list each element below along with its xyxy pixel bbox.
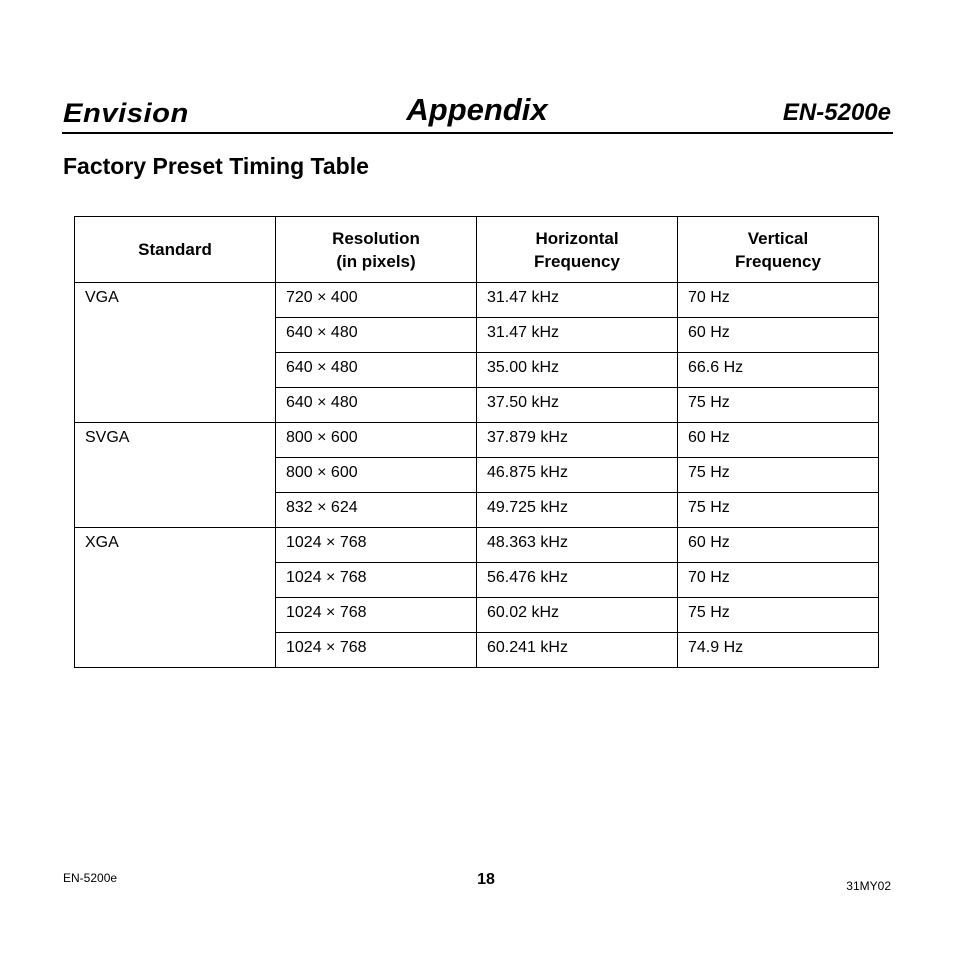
timing-table (74, 216, 879, 668)
standard-cell-vga: VGA (75, 283, 276, 423)
hfreq-cell: 49.725 kHz (477, 493, 678, 528)
footer-model: EN-5200e (63, 871, 118, 885)
resolution-cell: 800 × 600 (276, 423, 477, 458)
hfreq-cell: 31.47 kHz (477, 318, 678, 353)
vfreq-cell: 75 Hz (678, 388, 879, 423)
table-row (75, 528, 879, 563)
vfreq-cell: 70 Hz (678, 563, 879, 598)
resolution-cell: 1024 × 768 (276, 528, 477, 563)
resolution-cell: 800 × 600 (276, 458, 477, 493)
section-heading: Factory Preset Timing Table (63, 153, 369, 179)
resolution-cell: 1024 × 768 (276, 633, 477, 668)
footer-date-code: 31MY02 (846, 879, 891, 893)
vfreq-cell: 75 Hz (678, 493, 879, 528)
table-row (75, 423, 879, 458)
resolution-cell: 640 × 480 (276, 318, 477, 353)
vfreq-cell: 60 Hz (678, 528, 879, 563)
page-number: 18 (477, 871, 495, 888)
vfreq-cell: 75 Hz (678, 598, 879, 633)
resolution-cell: 1024 × 768 (276, 563, 477, 598)
vfreq-cell: 74.9 Hz (678, 633, 879, 668)
hfreq-cell: 37.50 kHz (477, 388, 678, 423)
hfreq-cell: 48.363 kHz (477, 528, 678, 563)
standard-cell-svga: SVGA (75, 423, 276, 528)
vfreq-cell: 70 Hz (678, 283, 879, 318)
standard-cell-xga: XGA (75, 528, 276, 668)
vfreq-cell: 66.6 Hz (678, 353, 879, 388)
resolution-cell: 720 × 400 (276, 283, 477, 318)
model-label: EN-5200e (782, 99, 891, 126)
hfreq-cell: 46.875 kHz (477, 458, 678, 493)
hfreq-cell: 60.241 kHz (477, 633, 678, 668)
vfreq-cell: 60 Hz (678, 423, 879, 458)
table-header-row (75, 217, 879, 283)
header-resolution: Resolution (in pixels) (276, 217, 477, 283)
resolution-cell: 640 × 480 (276, 353, 477, 388)
vfreq-cell: 75 Hz (678, 458, 879, 493)
header-standard: Standard (75, 217, 276, 283)
brand-logo-text: Envision (63, 98, 189, 128)
page-title: Appendix (406, 92, 548, 127)
header-divider (62, 132, 893, 134)
header-vertical-frequency: Vertical Frequency (678, 217, 879, 283)
hfreq-cell: 37.879 kHz (477, 423, 678, 458)
hfreq-cell: 60.02 kHz (477, 598, 678, 633)
resolution-cell: 832 × 624 (276, 493, 477, 528)
hfreq-cell: 35.00 kHz (477, 353, 678, 388)
hfreq-cell: 56.476 kHz (477, 563, 678, 598)
resolution-cell: 640 × 480 (276, 388, 477, 423)
resolution-cell: 1024 × 768 (276, 598, 477, 633)
vfreq-cell: 60 Hz (678, 318, 879, 353)
header-horizontal-frequency: Horizontal Frequency (477, 217, 678, 283)
hfreq-cell: 31.47 kHz (477, 283, 678, 318)
table-row (75, 283, 879, 318)
